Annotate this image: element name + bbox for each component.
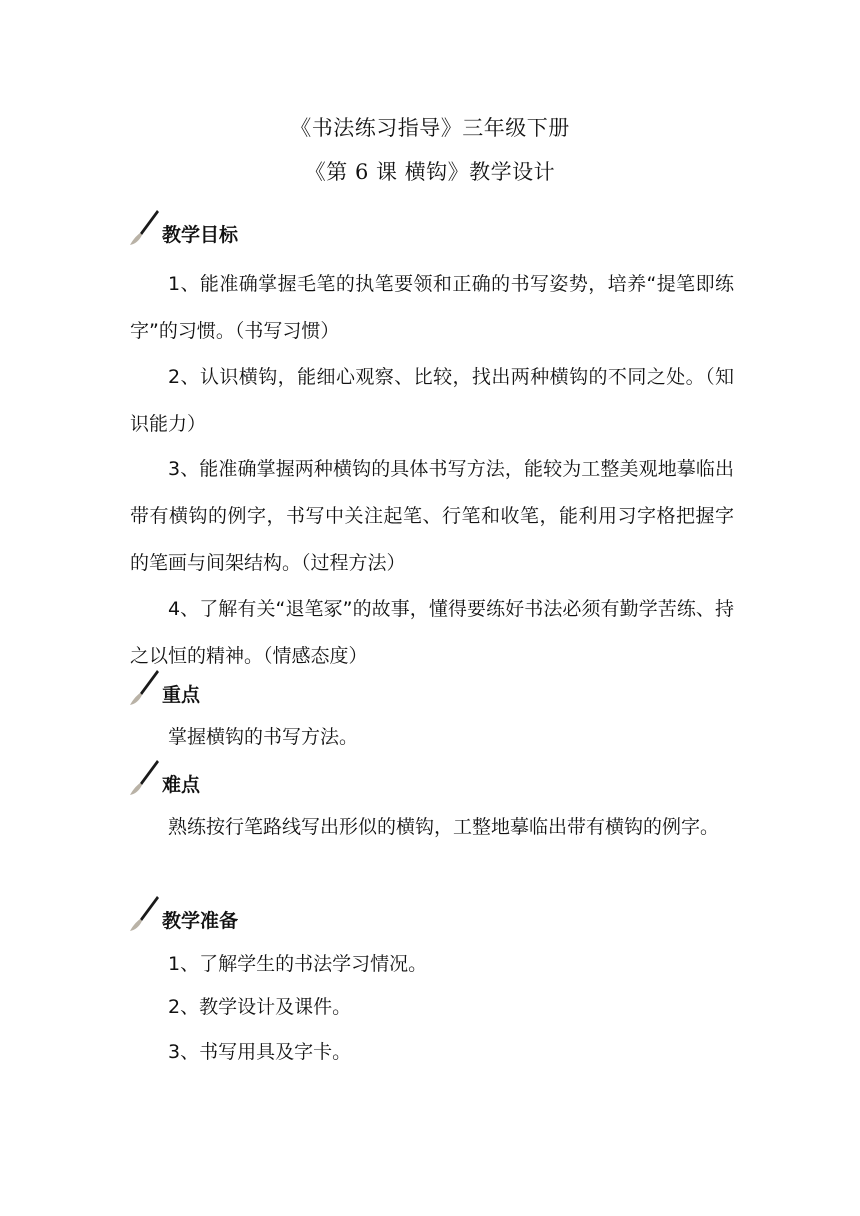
goal-item-3: 3、能准确掌握两种横钩的具体书写方法，能较为工整美观地摹临出带有横钩的例字，书写中关注起笔、行笔和收笔，能利用习字格把握字的笔画与间架结构。（过程方法） (130, 458, 734, 574)
document-title-line2: 《第 6 课 横钩》教学设计 (304, 160, 556, 184)
brush-icon (128, 894, 162, 934)
brush-icon (128, 758, 162, 798)
section-heading-label: 难点 (162, 774, 201, 796)
brush-icon (128, 668, 162, 708)
goal-item-1: 1、能准确掌握毛笔的执笔要领和正确的书写姿势，培养“提笔即练字”的习惯。（书写习惯） (130, 273, 734, 342)
goal-item-4: 4、了解有关“退笔冢”的故事，懂得要练好书法必须有勤学苦练、持之以恒的精神。（情感态度） (130, 598, 734, 667)
preparation-item-1: 1、了解学生的书法学习情况。 (168, 953, 428, 975)
preparation-item-3: 3、书写用具及字卡。 (168, 1041, 352, 1063)
document-title-line1: 《书法练习指导》三年级下册 (290, 116, 570, 140)
difficulty-text: 熟练按行笔路线写出形似的横钩，工整地摹临出带有横钩的例字。 (168, 816, 720, 838)
brush-icon (128, 208, 162, 248)
section-heading-label: 教学目标 (162, 224, 239, 246)
preparation-item-2: 2、教学设计及课件。 (168, 996, 352, 1018)
goal-item-2: 2、认识横钩，能细心观察、比较，找出两种横钩的不同之处。（知识能力） (130, 366, 734, 435)
section-heading-label: 重点 (162, 684, 201, 706)
section-heading-label: 教学准备 (162, 910, 239, 932)
key-point-text: 掌握横钩的书写方法。 (168, 726, 359, 748)
